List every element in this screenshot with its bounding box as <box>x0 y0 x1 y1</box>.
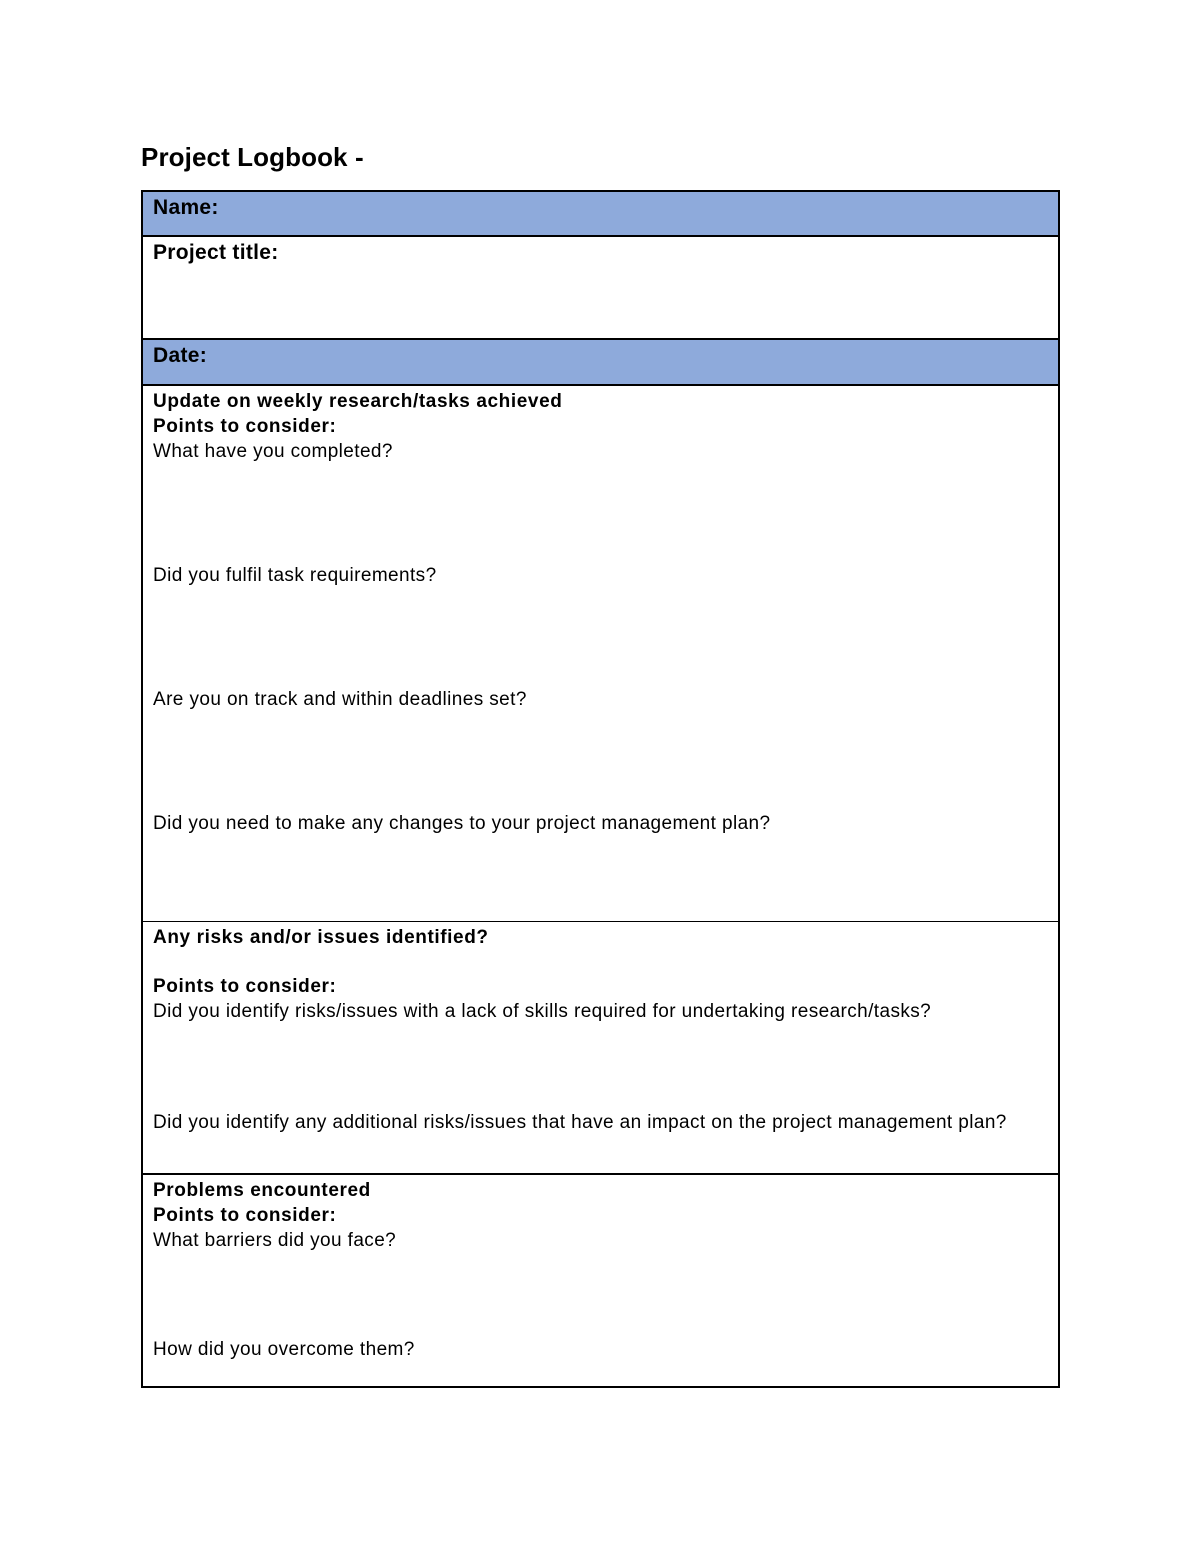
logbook-form-table <box>141 190 1060 1388</box>
spacer <box>153 950 1048 974</box>
update-section-heading: Update on weekly research/tasks achieved <box>153 391 563 412</box>
answer-space <box>153 1253 1048 1337</box>
document-title: Project Logbook - <box>141 142 364 172</box>
risks-section-heading: Any risks and/or issues identified? <box>153 927 489 948</box>
risks-question-additional: Did you identify any additional risks/issues that have an impact on the project management plan? <box>153 1112 1007 1133</box>
name-label: Name: <box>153 196 219 219</box>
answer-space <box>153 712 1048 811</box>
project-title-label: Project title: <box>153 241 279 264</box>
project-title-row <box>143 237 1058 340</box>
answer-space <box>153 1024 1048 1110</box>
risks-points-label: Points to consider: <box>153 976 337 997</box>
update-question-requirements: Did you fulfil task requirements? <box>153 565 437 586</box>
problems-section <box>143 1175 1058 1386</box>
date-row <box>143 340 1058 386</box>
answer-space <box>153 588 1048 687</box>
answer-space <box>153 464 1048 563</box>
risks-section <box>143 922 1058 1175</box>
update-points-label: Points to consider: <box>153 416 337 437</box>
update-question-plan-changes: Did you need to make any changes to your project management plan? <box>153 813 771 834</box>
risks-question-skills: Did you identify risks/issues with a lack of skills required for undertaking research/tasks? <box>153 1001 932 1022</box>
update-question-completed: What have you completed? <box>153 441 393 462</box>
update-question-deadlines: Are you on track and within deadlines set? <box>153 689 527 710</box>
problems-section-heading: Problems encountered <box>153 1180 371 1201</box>
date-label: Date: <box>153 344 208 367</box>
problems-question-barriers: What barriers did you face? <box>153 1230 397 1251</box>
problems-question-overcome: How did you overcome them? <box>153 1339 415 1360</box>
update-section <box>143 386 1058 922</box>
name-row <box>143 192 1058 237</box>
problems-points-label: Points to consider: <box>153 1205 337 1226</box>
